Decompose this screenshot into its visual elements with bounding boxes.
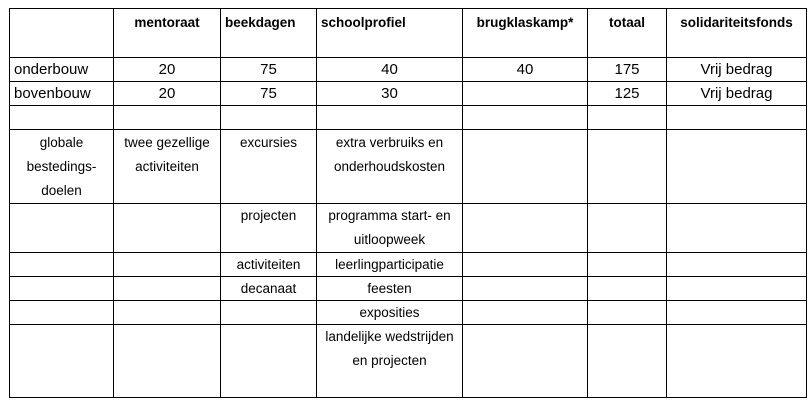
table-cell: [114, 325, 221, 398]
header-cell-beekdagen: beekdagen: [221, 9, 317, 58]
goals-row: [10, 204, 807, 253]
table-cell: [463, 253, 588, 277]
header-cell-totaal: totaal: [588, 9, 667, 58]
table-cell: [114, 277, 221, 301]
goals-row: [10, 277, 807, 301]
table-cell: [667, 301, 807, 325]
table-cell: [588, 106, 667, 130]
table-cell: [10, 301, 114, 325]
table-cell: [463, 325, 588, 398]
budget-table: [9, 8, 807, 398]
table-cell: feesten: [317, 277, 463, 301]
table-cell: decanaat: [221, 277, 317, 301]
header-cell-solidariteitsfonds: solidariteitsfonds: [667, 9, 807, 58]
table-cell: [667, 325, 807, 398]
table-cell: [463, 82, 588, 106]
table-cell: [588, 325, 667, 398]
table-cell: [10, 253, 114, 277]
table-cell: 20: [114, 82, 221, 106]
table-cell: [114, 204, 221, 253]
table-cell: [114, 106, 221, 130]
table-cell: [10, 106, 114, 130]
table-cell: [114, 253, 221, 277]
table-cell: programma start- en uitloopweek: [317, 204, 463, 253]
table-cell: extra verbruiks en onderhoudskosten: [317, 130, 463, 204]
table-cell: landelijke wedstrijden en projecten: [317, 325, 463, 398]
header-cell-empty: [10, 9, 114, 58]
goals-label: globale bestedings-doelen: [10, 130, 114, 204]
table-cell: 175: [588, 58, 667, 82]
table-cell: 75: [221, 82, 317, 106]
table-cell: [463, 204, 588, 253]
table-cell: [221, 106, 317, 130]
table-cell: Vrij bedrag: [667, 82, 807, 106]
table-cell: projecten: [221, 204, 317, 253]
table-cell: [588, 277, 667, 301]
table-cell: Vrij bedrag: [667, 58, 807, 82]
goals-row: [10, 130, 807, 204]
table-cell: 40: [463, 58, 588, 82]
header-cell-brugklaskamp: brugklaskamp*: [463, 9, 588, 58]
table-cell: [10, 204, 114, 253]
table-cell: [10, 325, 114, 398]
table-cell: 75: [221, 58, 317, 82]
table-cell: 30: [317, 82, 463, 106]
table-row: [10, 58, 807, 82]
table-cell: [463, 277, 588, 301]
table-cell: excursies: [221, 130, 317, 204]
table-cell: [667, 204, 807, 253]
table-cell: 20: [114, 58, 221, 82]
table-cell: [317, 106, 463, 130]
table-cell: [221, 301, 317, 325]
header-row: [10, 9, 807, 58]
header-cell-mentoraat: mentoraat: [114, 9, 221, 58]
table-cell: [10, 277, 114, 301]
goals-row: [10, 301, 807, 325]
table-cell: [667, 253, 807, 277]
table-cell: [667, 277, 807, 301]
row-label: bovenbouw: [10, 82, 114, 106]
header-cell-schoolprofiel: schoolprofiel: [317, 9, 463, 58]
table-cell: 40: [317, 58, 463, 82]
table-cell: [221, 325, 317, 398]
spacer-row: [10, 106, 807, 130]
goals-row: [10, 325, 807, 398]
table-cell: exposities: [317, 301, 463, 325]
row-label: onderbouw: [10, 58, 114, 82]
table-cell: [588, 301, 667, 325]
table-cell: [463, 301, 588, 325]
table-cell: [463, 106, 588, 130]
table-cell: twee gezellige activiteiten: [114, 130, 221, 204]
table-cell: 125: [588, 82, 667, 106]
table-cell: [114, 301, 221, 325]
table-row: [10, 82, 807, 106]
table-cell: [667, 106, 807, 130]
table-cell: [463, 130, 588, 204]
goals-row: [10, 253, 807, 277]
table-cell: [588, 130, 667, 204]
table-cell: [588, 204, 667, 253]
table-cell: leerlingparticipatie: [317, 253, 463, 277]
table-cell: [667, 130, 807, 204]
table-cell: [588, 253, 667, 277]
table-cell: activiteiten: [221, 253, 317, 277]
